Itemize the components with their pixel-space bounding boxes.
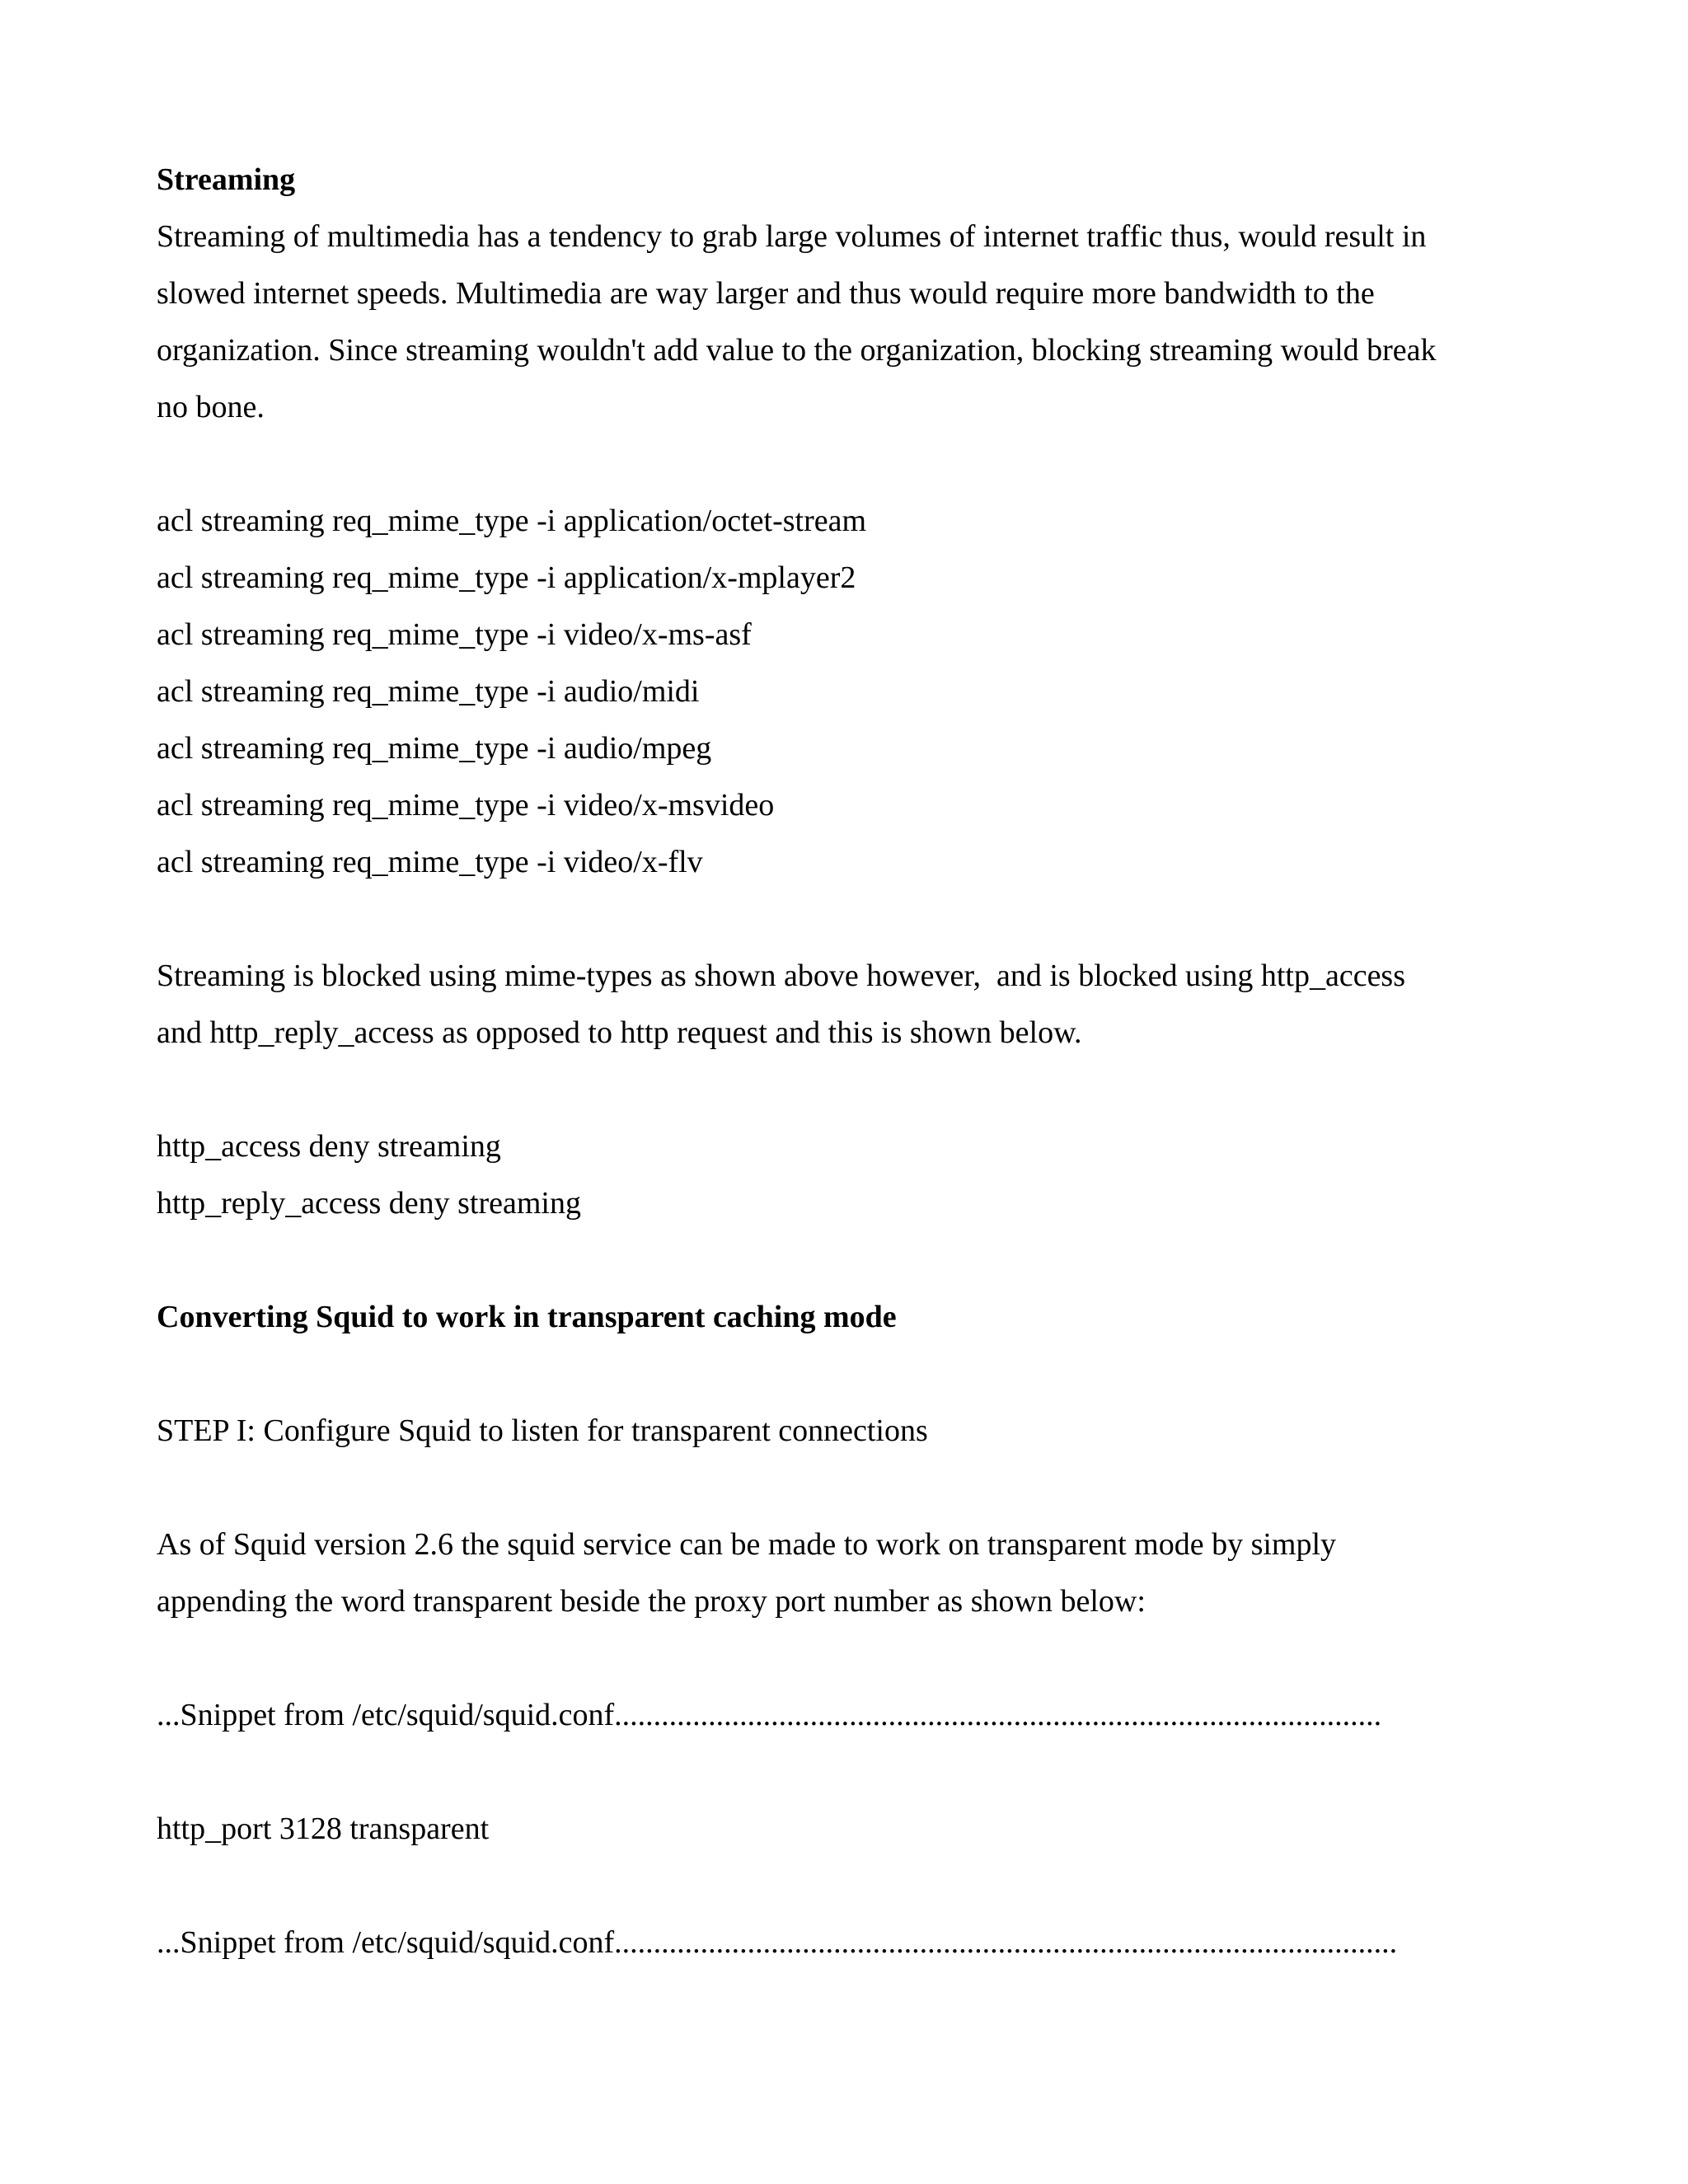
- spacer: [157, 1858, 1541, 1915]
- acl-line: acl streaming req_mime_type -i video/x-ms-asf: [157, 617, 752, 652]
- http-port-line: http_port 3128 transparent: [157, 1811, 490, 1846]
- spacer: [157, 1460, 1541, 1516]
- document-page: [157, 152, 1541, 1971]
- acl-line: acl streaming req_mime_type -i application/x-mplayer2: [157, 560, 856, 595]
- step-one-title: STEP I: Configure Squid to listen for transparent connections: [157, 1413, 928, 1448]
- paragraph-line: organization. Since streaming wouldn't add value to the organization, blocking streaming would break: [157, 333, 1437, 368]
- snippet-start-line: ...Snippet from /etc/squid/squid.conf..................................................................................................: [157, 1698, 1382, 1732]
- spacer: [157, 1062, 1541, 1118]
- paragraph-line: and http_reply_access as opposed to http request and this is shown below.: [157, 1015, 1082, 1050]
- spacer: [157, 436, 1541, 493]
- paragraph-line: appending the word transparent beside the proxy port number as shown below:: [157, 1584, 1146, 1619]
- paragraph-line: Streaming is blocked using mime-types as shown above however, and is blocked using http_access: [157, 958, 1406, 993]
- spacer: [157, 1346, 1541, 1403]
- acl-line: acl streaming req_mime_type -i video/x-msvideo: [157, 788, 775, 823]
- paragraph-version: [157, 1516, 1541, 1630]
- heading-streaming: Streaming: [157, 162, 296, 197]
- paragraph-streaming: [157, 209, 1541, 436]
- paragraph-line: Streaming of multimedia has a tendency to grab large volumes of internet traffic thus, would result in: [157, 219, 1427, 254]
- deny-config-block: [157, 1118, 1541, 1232]
- paragraph-blocked: [157, 948, 1541, 1062]
- deny-line: http_reply_access deny streaming: [157, 1186, 581, 1221]
- spacer: [157, 1630, 1541, 1687]
- acl-config-block: [157, 493, 1541, 891]
- heading-transparent-mode: Converting Squid to work in transparent caching mode: [157, 1300, 897, 1334]
- deny-line: http_access deny streaming: [157, 1129, 501, 1164]
- spacer: [157, 1744, 1541, 1801]
- snippet-end-line: ...Snippet from /etc/squid/squid.conf....................................................................................................: [157, 1925, 1398, 1960]
- acl-line: acl streaming req_mime_type -i audio/midi: [157, 674, 700, 709]
- acl-line: acl streaming req_mime_type -i audio/mpeg: [157, 731, 712, 766]
- paragraph-line: As of Squid version 2.6 the squid service can be made to work on transparent mode by simply: [157, 1527, 1337, 1562]
- spacer: [157, 1232, 1541, 1289]
- acl-line: acl streaming req_mime_type -i video/x-flv: [157, 845, 703, 879]
- paragraph-line: no bone.: [157, 390, 265, 424]
- paragraph-line: slowed internet speeds. Multimedia are way larger and thus would require more bandwidth to the: [157, 276, 1375, 311]
- spacer: [157, 891, 1541, 948]
- acl-line: acl streaming req_mime_type -i application/octet-stream: [157, 504, 867, 538]
